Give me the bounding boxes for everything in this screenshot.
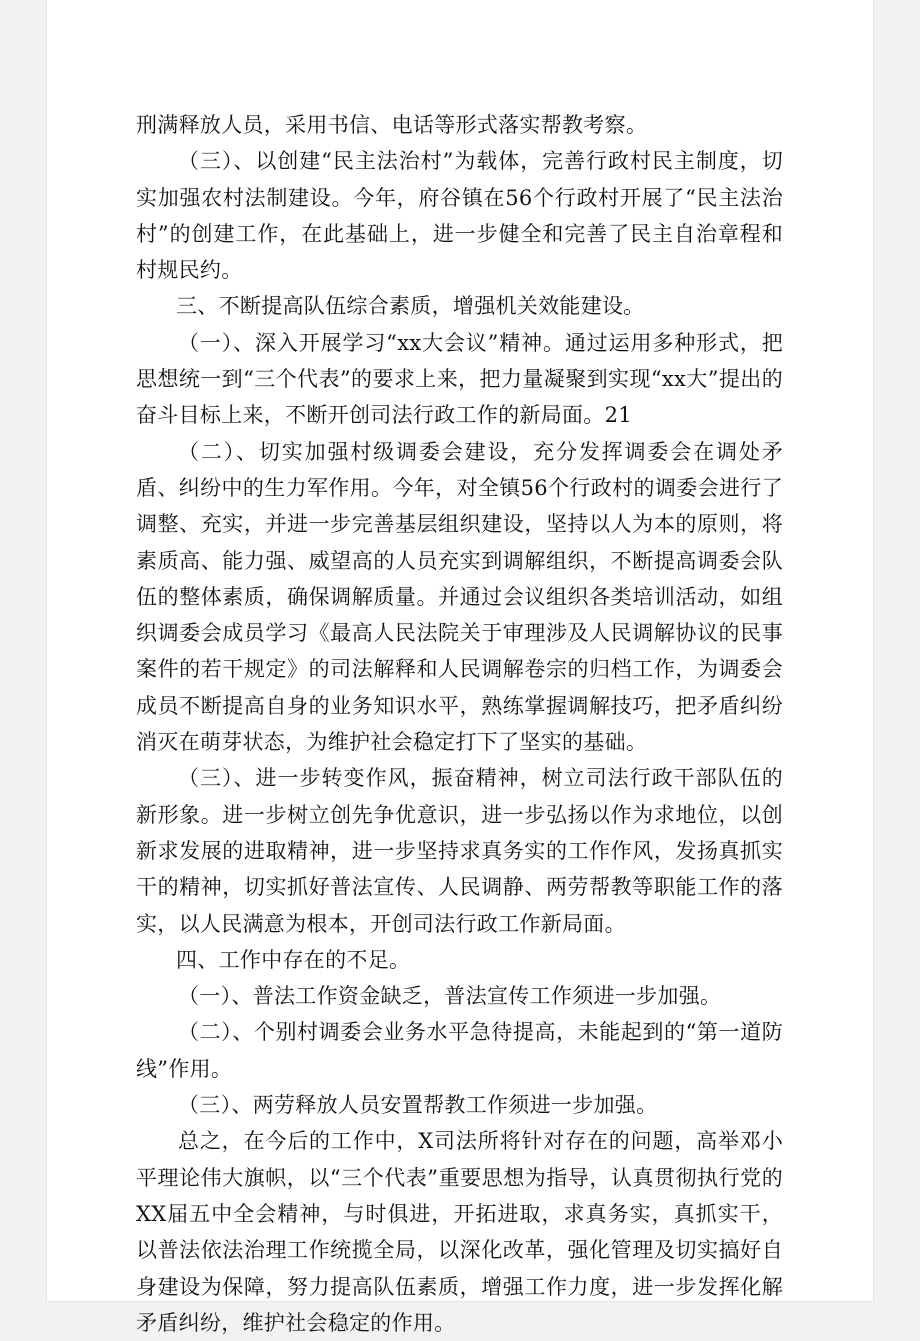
- document-page: [47, 0, 873, 1335]
- paragraph-shortcoming-3: （三）、两劳释放人员安置帮教工作须进一步加强。: [178, 1093, 658, 1118]
- section-heading-3: 三、不断提高队伍综合素质，增强机关效能建设。: [176, 294, 645, 319]
- paragraph-shortcoming-1: （一）、普法工作资金缺乏，普法宣传工作须进一步加强。: [178, 984, 722, 1009]
- paragraph-study-spirit: （一）、深入开展学习“xx大会议”精神。通过运用多种形式，把思想统一到“三个代表”的要求上来，把力量凝聚到实现“xx大”提出的奋斗目标上来，不断开创司法行政工作的新局面。21: [136, 330, 783, 428]
- paragraph-shortcoming-2: （二）、个别村调委会业务水平急待提高，未能起到的“第一道防线”作用。: [136, 1020, 783, 1081]
- paragraph-democratic-village: （三）、以创建“民主法治村”为载体，完善行政村民主制度，切实加强农村法制建设。今年，府谷镇在56个行政村开展了“民主法治村”的创建工作，在此基础上，进一步健全和完善了民主自治章程和村规民约。: [136, 149, 783, 283]
- paragraph-mediation-committee: （二）、切实加强村级调委会建设，充分发挥调委会在调处矛盾、纠纷中的生力军作用。今年，对全镇56个行政村的调委会进行了调整、充实，并进一步完善基层组织建设，坚持以人为本的原则，将素质高、能力强、威望高的人员充实到调解组织，不断提高调委会队伍的整体素质，确保调解质量。并通过会议组织各类培训活动，如组织调委会成员学习《最高人民法院关于审理涉及人民调解协议的民事案件的若干规定》的司法解释和人民调解卷宗的归档工作，为调委会成员不断提高自身的业务知识水平，熟练掌握调解技巧，把矛盾纠纷消灭在萌芽状态，为维护社会稳定打下了坚实的基础。: [136, 439, 783, 755]
- paragraph-continuation: 刑满释放人员，采用书信、电话等形式落实帮教考察。: [136, 113, 648, 137]
- document-body: [136, 107, 783, 1341]
- paragraph-conclusion: 总之，在今后的工作中，X司法所将针对存在的问题，高举邓小平理论伟大旗帜，以“三个代表”重要思想为指导，认真贯彻执行党的XX届五中全会精神，与时俱进，开拓进取，求真务实，真抓实干，以普法依法治理工作统揽全局，以深化改革，强化管理及切实搞好自身建设为保障，努力提高队伍素质，增强工作力度，进一步发挥化解矛盾纠纷，维护社会稳定的作用。: [136, 1129, 783, 1335]
- section-heading-4: 四、工作中存在的不足。: [176, 947, 411, 972]
- paragraph-work-style: （三）、进一步转变作风，振奋精神，树立司法行政干部队伍的新形象。进一步树立创先争优意识，进一步弘扬以作为求地位，以创新求发展的进取精神，进一步坚持求真务实的工作作风，发扬真抓实干的精神，切实抓好普法宣传、人民调静、两劳帮教等职能工作的落实，以人民满意为根本，开创司法行政工作新局面。: [136, 766, 783, 936]
